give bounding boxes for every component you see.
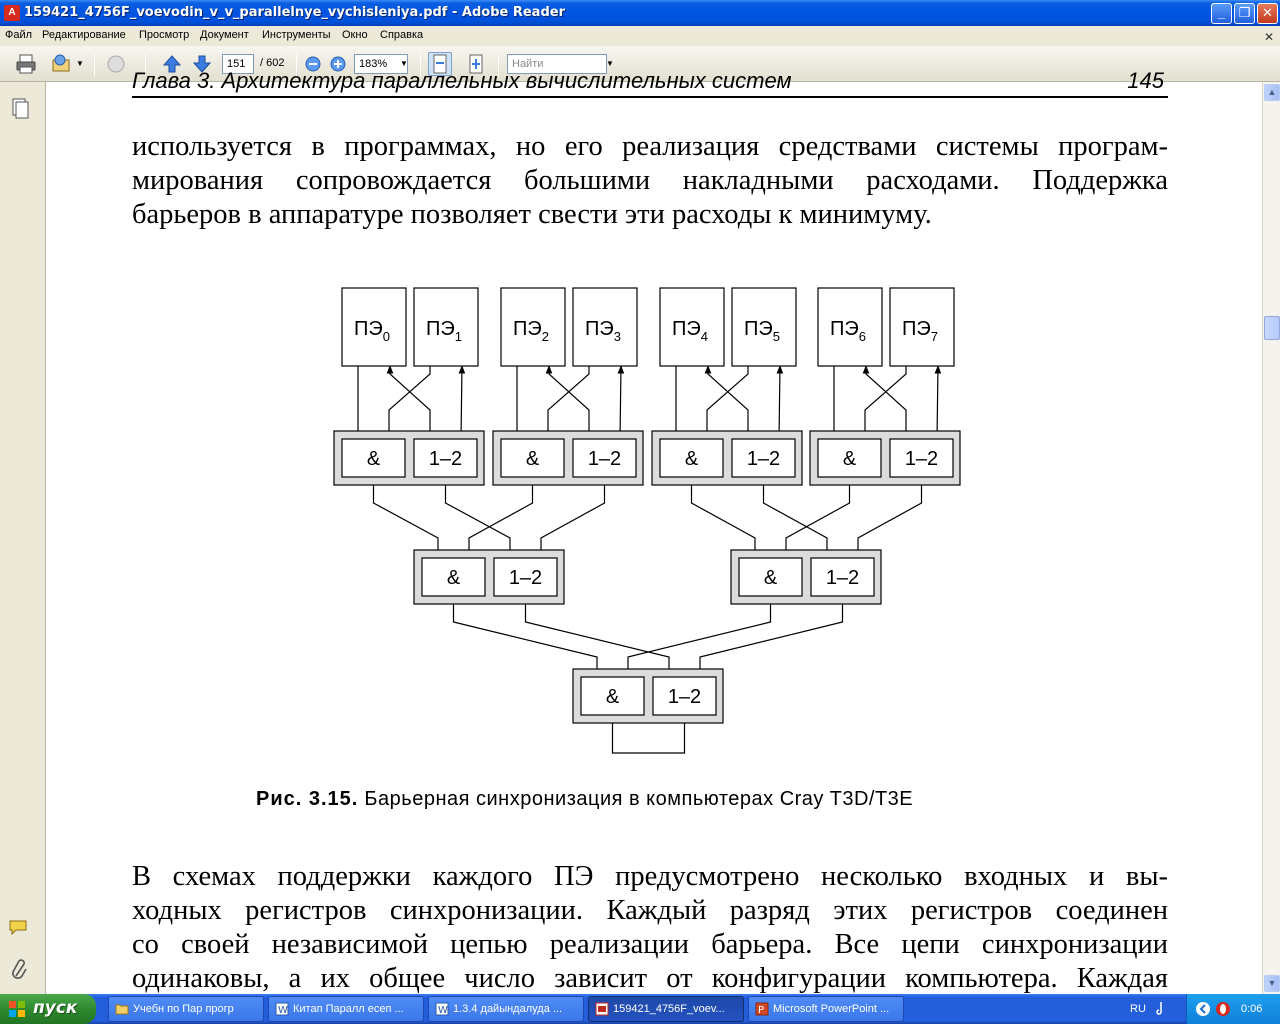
connector-line bbox=[708, 366, 748, 439]
connector-line bbox=[461, 366, 462, 439]
text-line: барьеров в аппаратуре позволяет свести эти расходы к минимуму. bbox=[132, 199, 932, 230]
connector-line bbox=[446, 477, 511, 558]
text-line: используется в программах, но его реализация средствами системы програм- bbox=[132, 131, 1168, 162]
taskbar-item-active[interactable]: 159421_4756F_voev... bbox=[588, 996, 744, 1022]
barrier-sync-diagram bbox=[46, 82, 1262, 782]
or-gate-label: 1–2 bbox=[904, 448, 939, 470]
taskbar bbox=[0, 994, 1280, 1024]
opera-icon[interactable] bbox=[1215, 1001, 1231, 1017]
or-gate-label: 1–2 bbox=[508, 567, 543, 589]
menu-window[interactable]: Окно bbox=[342, 29, 368, 41]
menu-close-icon[interactable]: ✕ bbox=[1264, 30, 1275, 44]
vertical-scrollbar[interactable] bbox=[1262, 82, 1280, 994]
title-bar bbox=[0, 0, 1280, 26]
share-button[interactable] bbox=[50, 52, 74, 76]
or-gate-label: 1–2 bbox=[746, 448, 781, 470]
connector-line bbox=[628, 596, 771, 677]
document-view[interactable] bbox=[46, 68, 1262, 994]
connector-line bbox=[764, 477, 828, 558]
sound-icon[interactable] bbox=[1156, 1000, 1166, 1018]
caption-text: Барьерная синхронизация в компьютерах Cray T3D/T3E bbox=[364, 788, 914, 810]
taskbar-item[interactable]: Учебн по Пар прогр bbox=[108, 996, 264, 1022]
and-gate-label: & bbox=[684, 448, 699, 470]
attachment-icon[interactable] bbox=[10, 958, 30, 982]
gate-unit bbox=[731, 550, 881, 604]
minimize-button[interactable]: _ bbox=[1211, 3, 1232, 24]
pe-box bbox=[732, 288, 796, 366]
folder-icon bbox=[115, 1002, 129, 1016]
connector-line bbox=[866, 366, 906, 439]
search-dropdown-icon[interactable]: ▼ bbox=[606, 59, 614, 68]
connector-line bbox=[937, 366, 938, 439]
pe-box bbox=[342, 288, 406, 366]
printer-icon bbox=[15, 53, 37, 75]
menu-help[interactable]: Справка bbox=[380, 29, 424, 41]
toolbar-separator bbox=[94, 54, 95, 76]
connector-line bbox=[389, 366, 430, 439]
connector-line bbox=[374, 477, 439, 558]
system-tray bbox=[1186, 994, 1280, 1024]
svg-text:W: W bbox=[278, 1005, 288, 1016]
connector-line bbox=[692, 477, 756, 558]
menu-view[interactable]: Просмотр bbox=[139, 29, 190, 41]
adobe-reader-icon: A bbox=[4, 5, 20, 21]
or-gate-label: 1–2 bbox=[667, 686, 702, 708]
word-icon bbox=[435, 1002, 449, 1016]
connector-line bbox=[541, 477, 605, 558]
connector-line bbox=[779, 366, 780, 439]
gate-unit bbox=[414, 550, 564, 604]
or-gate-label: 1–2 bbox=[587, 448, 622, 470]
gate-unit bbox=[810, 431, 960, 485]
zoom-select[interactable]: 183% bbox=[354, 54, 408, 74]
taskbar-item[interactable]: P Microsoft PowerPoint ... bbox=[748, 996, 904, 1022]
taskbar-item[interactable]: W Китап Паралл есеп ... bbox=[268, 996, 424, 1022]
menu-document[interactable]: Документ bbox=[200, 29, 249, 41]
connector-line bbox=[548, 366, 589, 439]
svg-text:P: P bbox=[758, 1005, 765, 1016]
taskbar-item[interactable]: W 1.3.4 дайындалуда ... bbox=[428, 996, 584, 1022]
and-gate-label: & bbox=[605, 686, 620, 708]
gate-unit bbox=[573, 669, 723, 723]
text-line: мирования сопровождается большими накладными расходами. Поддержка bbox=[132, 165, 1168, 196]
powerpoint-icon bbox=[755, 1002, 769, 1016]
pe-label: $ПЭ_5$ bbox=[744, 318, 780, 344]
pe-label: $ПЭ_3$ bbox=[585, 318, 621, 344]
pe-label: $ПЭ_0$ bbox=[354, 318, 390, 344]
text-line: ходных регистров синхронизации. Каждый разряд этих регистров соединен bbox=[132, 895, 1168, 926]
pe-box bbox=[890, 288, 954, 366]
pages-panel-icon[interactable] bbox=[10, 98, 30, 120]
pe-box bbox=[501, 288, 565, 366]
word-icon bbox=[275, 1002, 289, 1016]
and-gate-label: & bbox=[842, 448, 857, 470]
text-line: одинаковы, а их общее число зависит от конфигурации компьютера. Каждая bbox=[132, 963, 1168, 994]
search-input[interactable]: Найти bbox=[507, 54, 607, 74]
pdf-icon bbox=[595, 1002, 609, 1016]
and-gate-label: & bbox=[763, 567, 778, 589]
menu-bar bbox=[0, 26, 1280, 46]
connector-line bbox=[865, 366, 906, 439]
maximize-button[interactable]: ❐ bbox=[1234, 3, 1255, 24]
zoom-dropdown-icon[interactable]: ▼ bbox=[400, 59, 408, 68]
windows-flag-icon bbox=[8, 1000, 26, 1018]
connector-line bbox=[707, 366, 748, 439]
svg-text:W: W bbox=[438, 1005, 448, 1016]
hand-tool-button[interactable] bbox=[104, 52, 128, 76]
print-button[interactable] bbox=[14, 52, 38, 76]
page-total: / 602 bbox=[260, 57, 285, 69]
pe-label: $ПЭ_2$ bbox=[513, 318, 549, 344]
window-title: 159421_4756F_voevodin_v_v_parallelnye_vychisleniya.pdf - Adobe Reader bbox=[24, 5, 565, 20]
connector-line bbox=[549, 366, 589, 439]
pe-label: $ПЭ_6$ bbox=[830, 318, 866, 344]
comments-icon[interactable] bbox=[8, 918, 32, 938]
connector-line bbox=[469, 477, 533, 558]
start-button[interactable] bbox=[0, 994, 96, 1024]
pe-label: $ПЭ_4$ bbox=[672, 318, 708, 344]
and-gate-label: & bbox=[525, 448, 540, 470]
gate-unit bbox=[493, 431, 643, 485]
start-label: пуск bbox=[33, 998, 78, 1018]
connector-line bbox=[858, 477, 922, 558]
connector-line bbox=[786, 477, 850, 558]
scroll-up-arrow-icon[interactable]: ▲ bbox=[1264, 84, 1280, 101]
close-button[interactable]: ✕ bbox=[1257, 3, 1278, 24]
gate-unit bbox=[334, 431, 484, 485]
or-gate-label: 1–2 bbox=[428, 448, 463, 470]
pe-label: $ПЭ_7$ bbox=[902, 318, 938, 344]
share-dropdown-icon[interactable]: ▼ bbox=[76, 59, 84, 68]
back-arrow-icon[interactable] bbox=[1195, 1001, 1211, 1017]
clock[interactable]: 0:06 bbox=[1241, 1003, 1263, 1015]
email-icon bbox=[51, 53, 73, 75]
pe-label: $ПЭ_1$ bbox=[426, 318, 462, 344]
caption-label: Рис. 3.15. bbox=[256, 788, 359, 810]
page-number-input[interactable]: 151 bbox=[222, 54, 254, 74]
connector-line bbox=[620, 366, 621, 439]
and-gate-label: & bbox=[446, 567, 461, 589]
and-gate-label: & bbox=[366, 448, 381, 470]
scroll-down-arrow-icon[interactable]: ▼ bbox=[1264, 975, 1280, 992]
menu-file[interactable]: Файл bbox=[5, 29, 33, 41]
pe-box bbox=[818, 288, 882, 366]
gate-unit bbox=[652, 431, 802, 485]
text-line: В схемах поддержки каждого ПЭ предусмотрено несколько входных и вы- bbox=[132, 861, 1168, 892]
paragraph-bottom bbox=[132, 860, 1168, 996]
figure-caption bbox=[256, 788, 913, 811]
pe-box bbox=[660, 288, 724, 366]
scroll-thumb[interactable] bbox=[1264, 316, 1280, 340]
hand-icon bbox=[105, 53, 127, 75]
connector-line bbox=[390, 366, 430, 439]
page-header-number: 145 bbox=[1127, 68, 1164, 93]
or-gate-label: 1–2 bbox=[825, 567, 860, 589]
navigation-pane bbox=[0, 82, 46, 994]
menu-edit[interactable]: Редактирование bbox=[42, 29, 126, 41]
pe-box bbox=[573, 288, 637, 366]
page-header-title: Глава 3. Архитектура параллельных вычислительных систем bbox=[132, 68, 792, 93]
menu-tools[interactable]: Инструменты bbox=[262, 29, 331, 41]
text-line: со своей независимой цепью реализации барьера. Все цепи синхронизации bbox=[132, 929, 1168, 960]
connector-line bbox=[700, 596, 843, 677]
pe-box bbox=[414, 288, 478, 366]
language-indicator[interactable]: RU bbox=[1130, 1003, 1146, 1015]
